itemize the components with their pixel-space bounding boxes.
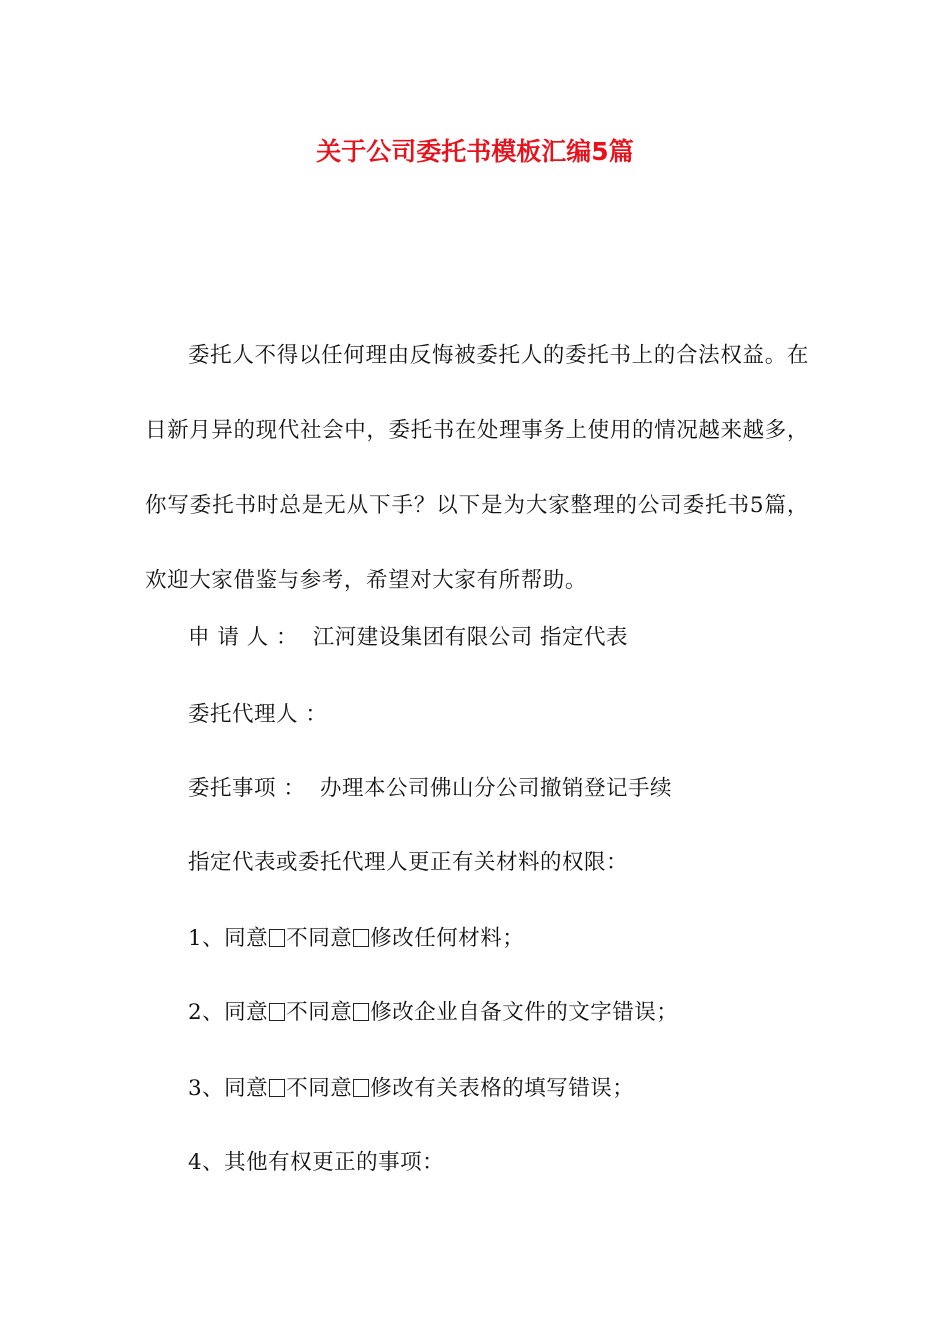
item-middle: 不同意 <box>286 1076 353 1101</box>
list-item-other: 4、其他有权更正的事项： <box>188 1150 445 1175</box>
checkbox-icon <box>353 929 369 947</box>
list-item <box>188 921 524 957</box>
item-suffix: 修改有关表格的填写错误； <box>370 1076 635 1101</box>
item-suffix: 修改任何材料； <box>370 926 525 951</box>
intro-paragraph: 委托人不得以任何理由反悔被委托人的委托书上的合法权益。在日新月异的现代社会中，委托书在处理事务上使用的情况越来越多，你写委托书时总是无从下手？以下是为大家整理的公司委托书5篇，欢迎大家借鉴与参考，希望对大家有所帮助。 <box>145 343 809 593</box>
matter-value: 办理本公司佛山分公司撤销登记手续 <box>320 776 673 801</box>
agent-line <box>188 697 327 733</box>
checkbox-icon <box>269 1003 285 1021</box>
matter-label: 委托事项 ： <box>188 776 306 801</box>
authority-heading: 指定代表或委托代理人更正有关材料的权限： <box>188 850 629 875</box>
document-title: 关于公司委托书模板汇编5篇 <box>316 137 634 166</box>
item-suffix: 修改企业自备文件的文字错误； <box>370 1000 679 1025</box>
item-middle: 不同意 <box>286 926 353 951</box>
applicant-label: 申 请 人 ： <box>188 625 299 650</box>
list-item <box>188 995 678 1031</box>
applicant-value: 江河建设集团有限公司 指定代表 <box>312 625 629 650</box>
item-prefix: 3、同意 <box>188 1076 269 1101</box>
checkbox-icon <box>269 1079 285 1097</box>
list-item <box>188 1071 634 1107</box>
item-prefix: 2、同意 <box>188 1000 269 1025</box>
checkbox-icon <box>353 1079 369 1097</box>
checkbox-icon <box>269 929 285 947</box>
checkbox-icon <box>353 1003 369 1021</box>
item-prefix: 1、同意 <box>188 926 269 951</box>
agent-label: 委托代理人 ： <box>188 702 328 727</box>
applicant-line <box>188 620 628 656</box>
matter-line <box>188 771 672 807</box>
item-middle: 不同意 <box>286 1000 353 1025</box>
